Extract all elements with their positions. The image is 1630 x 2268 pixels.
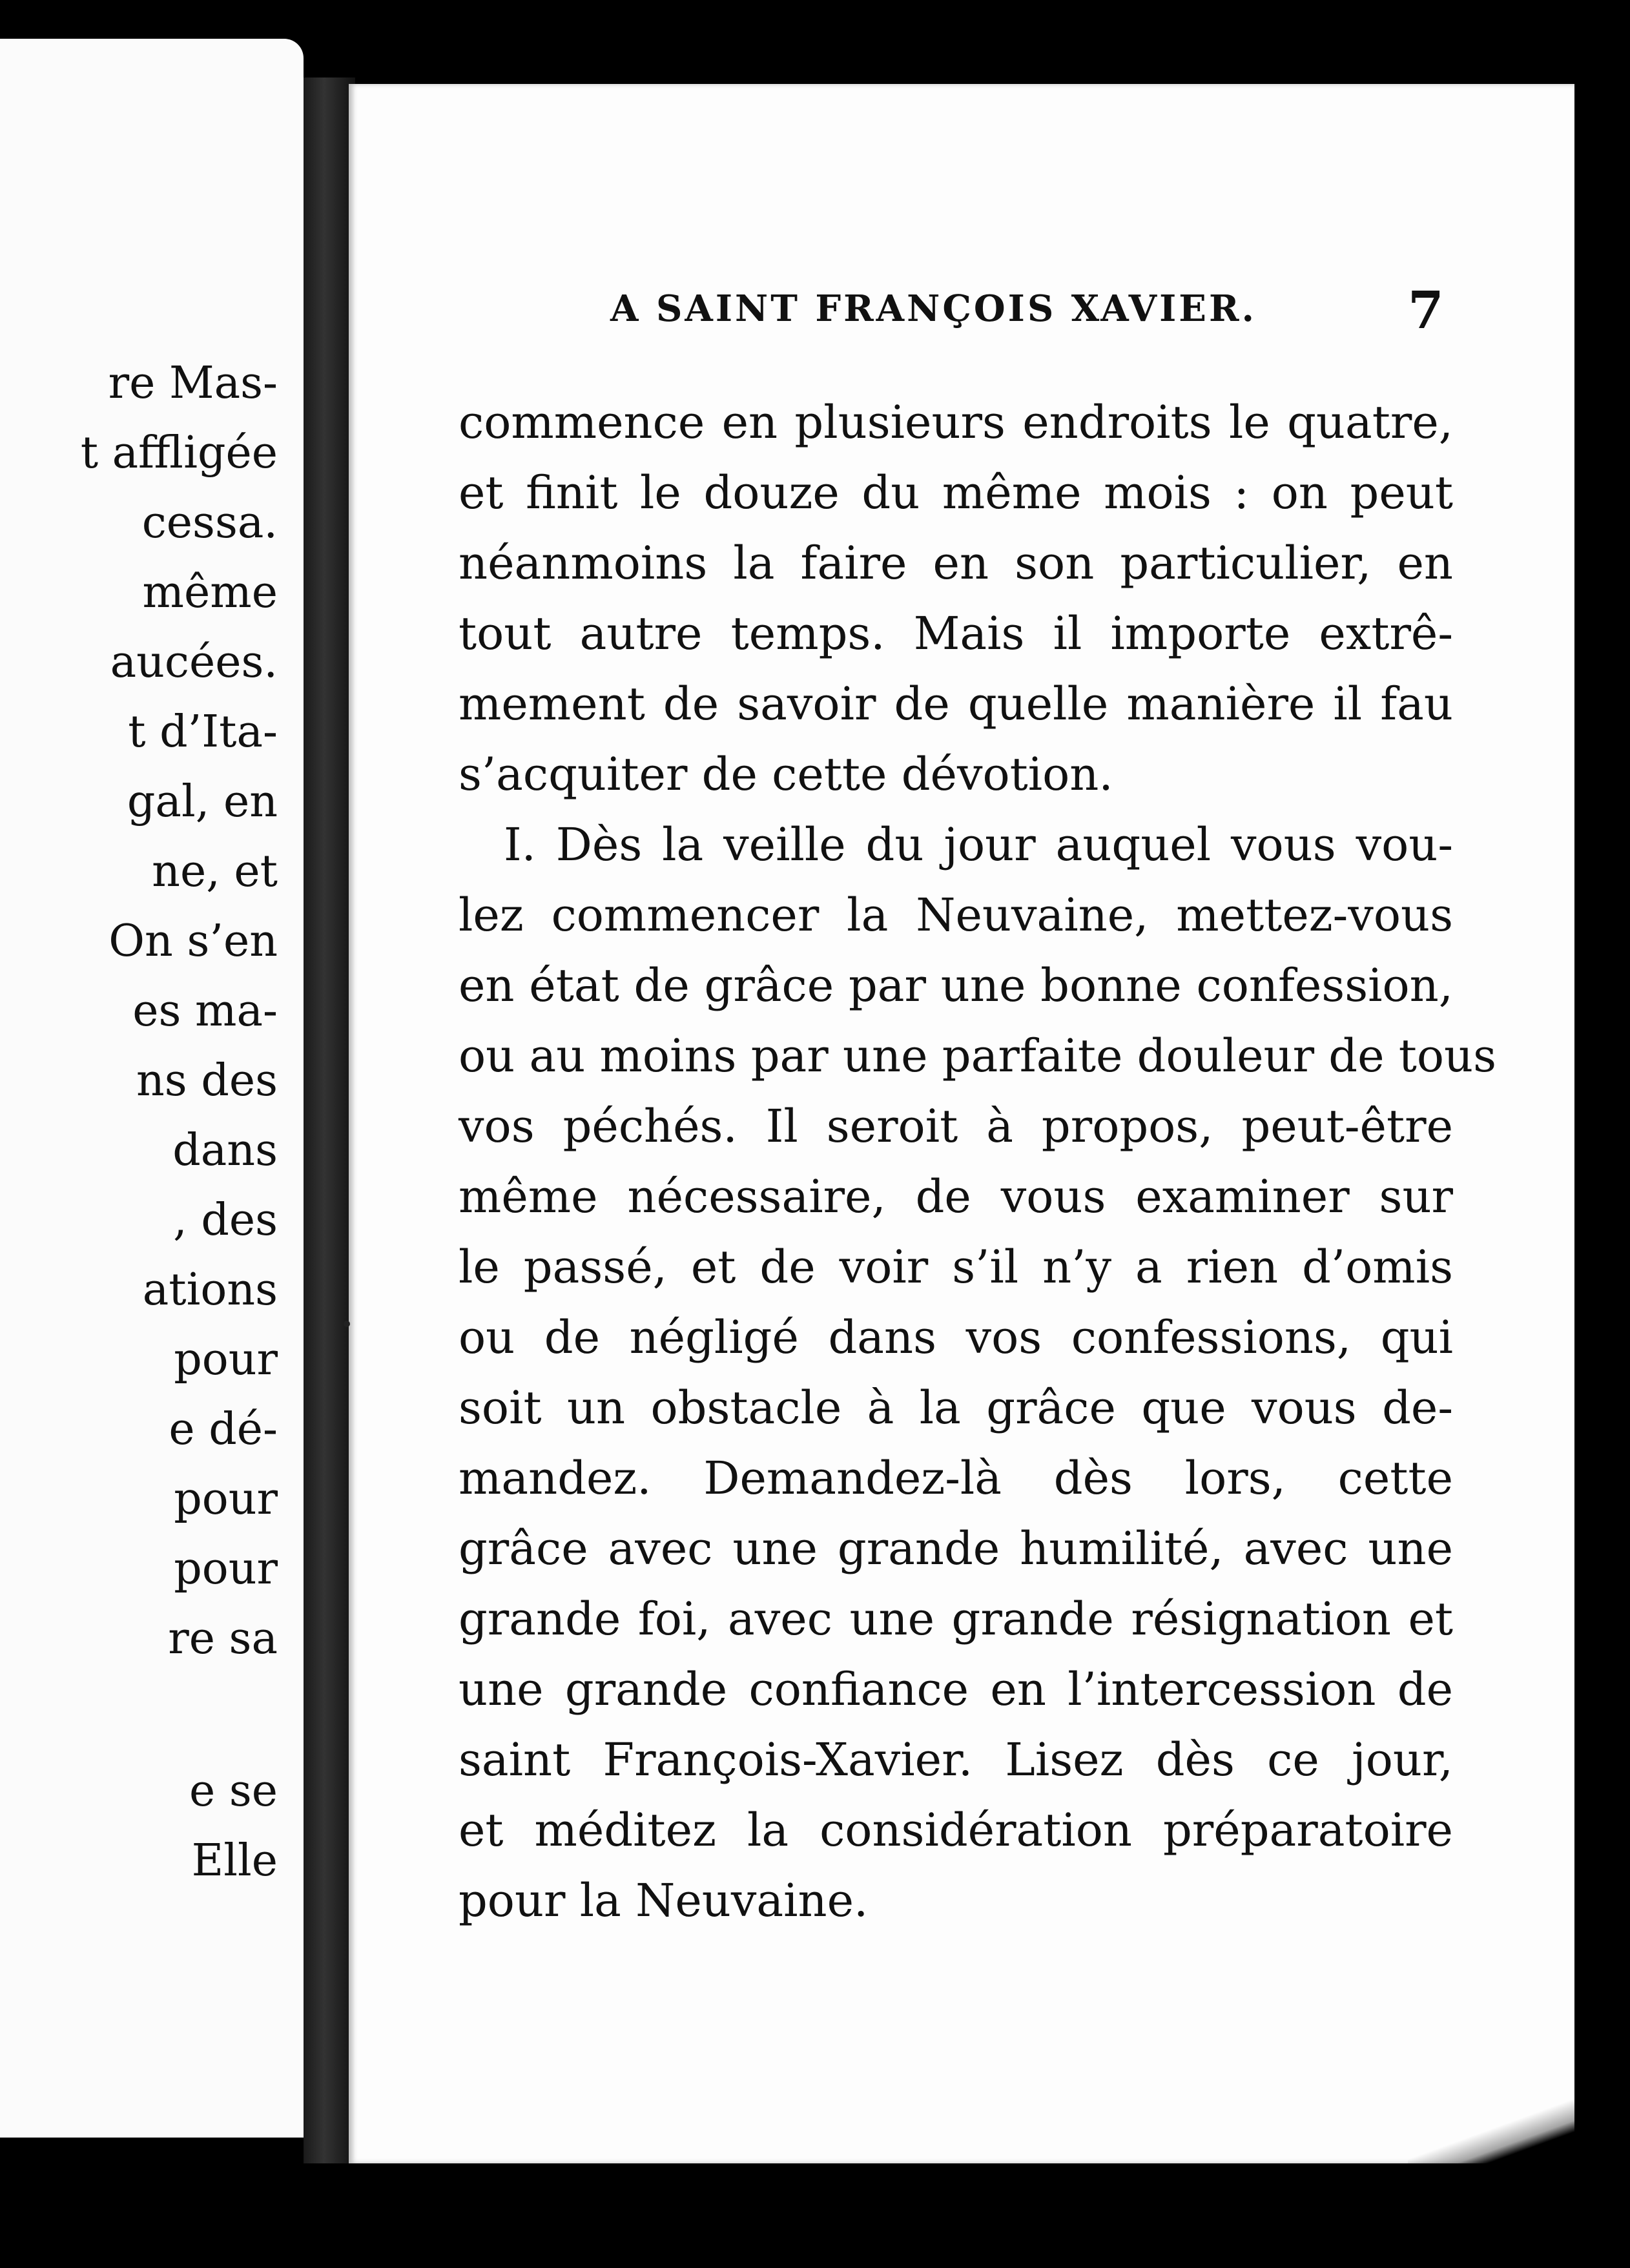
body-line: s’acquiter de cette dévotion. bbox=[459, 748, 1113, 801]
body-line: en état de grâce par une bonne confession, bbox=[459, 959, 1453, 1012]
left-page-line: pour bbox=[174, 1543, 278, 1594]
running-head bbox=[349, 280, 1574, 345]
paragraph-start-line: I. Dès la veille du jour auquel vous vou- bbox=[504, 818, 1453, 871]
left-page-line: ne, et bbox=[152, 846, 278, 897]
body-line: soit un obstacle à la grâce que vous de- bbox=[459, 1381, 1453, 1434]
left-page-line: On s’en bbox=[108, 916, 278, 967]
body-line: grâce avec une grande humilité, avec une bbox=[459, 1522, 1453, 1575]
body-line: commence en plusieurs endroits le quatre, bbox=[459, 396, 1453, 449]
left-page-line: pour bbox=[174, 1474, 278, 1525]
body-line: saint François-Xavier. Lisez dès ce jour, bbox=[459, 1733, 1453, 1786]
left-page-line: aucées. bbox=[110, 637, 278, 688]
left-page-line: es ma- bbox=[132, 985, 278, 1036]
left-page-line: gal, en bbox=[127, 776, 278, 827]
body-line: grande foi, avec une grande résignation et bbox=[459, 1593, 1453, 1645]
body-line: une grande confiance en l’intercession de bbox=[459, 1663, 1453, 1716]
margin-speck bbox=[344, 1321, 350, 1327]
left-page-line: Elle bbox=[191, 1835, 278, 1886]
body-line: tout autre temps. Mais il importe extrê- bbox=[459, 607, 1453, 660]
body-line: même nécessaire, de vous examiner sur bbox=[459, 1170, 1453, 1223]
left-page-line: cessa. bbox=[141, 497, 278, 548]
left-page-line: dans bbox=[172, 1125, 278, 1176]
left-page-line: e dé- bbox=[169, 1404, 278, 1455]
left-page-line: re sa bbox=[168, 1613, 278, 1664]
page-corner-curl bbox=[1408, 2079, 1576, 2163]
body-text bbox=[459, 387, 1497, 1936]
left-page-line: ations bbox=[142, 1264, 278, 1315]
right-page bbox=[349, 84, 1574, 2163]
body-line: mandez. Demandez-là dès lors, cette bbox=[459, 1452, 1453, 1505]
left-page-line: t d’Ita- bbox=[128, 706, 278, 758]
body-line: et méditez la considération préparatoire bbox=[459, 1804, 1453, 1857]
body-line: néanmoins la faire en son particulier, en bbox=[459, 537, 1453, 590]
body-line: mement de savoir de quelle manière il fau bbox=[459, 677, 1453, 730]
body-line: vos péchés. Il seroit à propos, peut-être bbox=[459, 1100, 1453, 1153]
body-line: et finit le douze du même mois : on peut bbox=[459, 466, 1453, 519]
left-page-line: même bbox=[142, 567, 278, 618]
left-page-line: re Mas- bbox=[108, 358, 278, 409]
left-page-line: pour bbox=[174, 1334, 278, 1385]
left-page-line: ns des bbox=[136, 1055, 278, 1106]
left-page-line: , des bbox=[173, 1195, 278, 1246]
body-line: ou de négligé dans vos confessions, qui bbox=[459, 1311, 1453, 1364]
body-line: le passé, et de voir s’il n’y a rien d’omis bbox=[459, 1241, 1453, 1294]
body-line: pour la Neuvaine. bbox=[459, 1874, 869, 1927]
left-page-line: t affligée bbox=[80, 428, 278, 479]
body-line: ou au moins par une parfaite douleur de tous bbox=[459, 1029, 1497, 1082]
page-number: 7 bbox=[1408, 280, 1444, 340]
left-page bbox=[0, 39, 304, 2138]
body-line: lez commencer la Neuvaine, mettez-vous bbox=[459, 889, 1453, 942]
left-page-line: e se bbox=[189, 1766, 278, 1817]
running-head-title: A SAINT FRANÇOIS XAVIER. bbox=[610, 287, 1257, 330]
book-gutter bbox=[304, 77, 355, 2163]
